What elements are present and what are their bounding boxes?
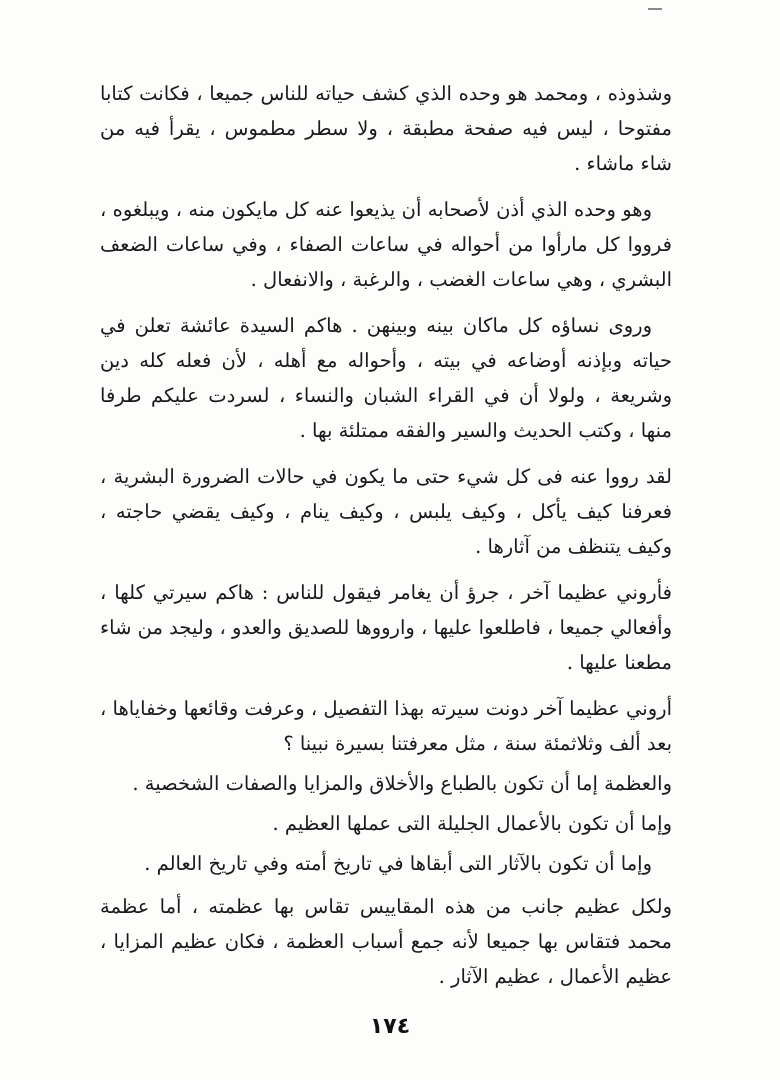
- paragraph-2: وهو وحده الذي أذن لأصحابه أن يذيعوا عنه كل مايكون منه ، ويبلغوه ، فرووا كل مارأوا من أحواله في ساعات الصفاء ، وفي ساعات الضعف البشري ، وهي ساعات الغضب ، والرغبة ، والانفعال .: [100, 198, 672, 291]
- paragraph-6: أروني عظيما آخر دونت سيرته بهذا التفصيل ، وعرفت وقائعها وخفاياها ، بعد ألف وثلاثمئة سنة ، مثل معرفتنا بسيرة نبينا ؟: [100, 697, 672, 755]
- page-number: ١٧٤: [369, 1014, 411, 1039]
- paragraph-5: فأروني عظيما آخر ، جرؤ أن يغامر فيقول للناس : هاكم سيرتي كلها ، وأفعالي جميعا ، فاطلعوا عليها ، وارووها للصديق والعدو ، وليجد من شاء مطعنا عليها .: [100, 581, 672, 674]
- paragraph-8: وإما أن تكون بالأعمال الجليلة التى عملها العظيم .: [272, 812, 672, 835]
- page-corner-mark: [648, 8, 662, 10]
- paragraph-1: وشذوذه ، ومحمد هو وحده الذي كشف حياته للناس جميعا ، فكانت كتابا مفتوحا ، ليس فيه صفحة مطبقة ، ولا سطر مطموس ، يقرأ فيه من شاء ماشاء .: [100, 82, 672, 175]
- paragraph-4: لقد رووا عنه فى كل شيء حتى ما يكون في حالات الضرورة البشرية ، فعرفنا كيف يأكل ، وكيف يلبس ، وكيف ينام ، وكيف يقضي حاجته ، وكيف يتنظف من آثارها .: [100, 465, 672, 558]
- paragraph-3: وروى نساؤه كل ماكان بينه وبينهن . هاكم السيدة عائشة تعلن في حياته وبإذنه أوضاعه في بيته ، وأحواله مع أهله ، لأن فعله كله دين وشريعة ، ولولا أن في القراء الشبان والنساء ، لسردت عليكم طرفا منها ، وكتب الحديث والسير والفقه ممتلئة بها .: [100, 314, 672, 442]
- paragraph-9: وإما أن تكون بالآثار التى أبقاها في تاريخ أمته وفي تاريخ العالم .: [144, 852, 652, 875]
- body-text: [100, 76, 672, 994]
- paragraph-10: ولكل عظيم جانب من هذه المقاييس تقاس بها عظمته ، أما عظمة محمد فتقاس بها جميعا لأنه جمع أسباب العظمة ، فكان عظيم المزايا ، عظيم الأعمال ، عظيم الآثار .: [100, 895, 672, 988]
- paragraph-7: والعظمة إما أن تكون بالطباع والأخلاق والمزايا والصفات الشخصية .: [132, 772, 672, 795]
